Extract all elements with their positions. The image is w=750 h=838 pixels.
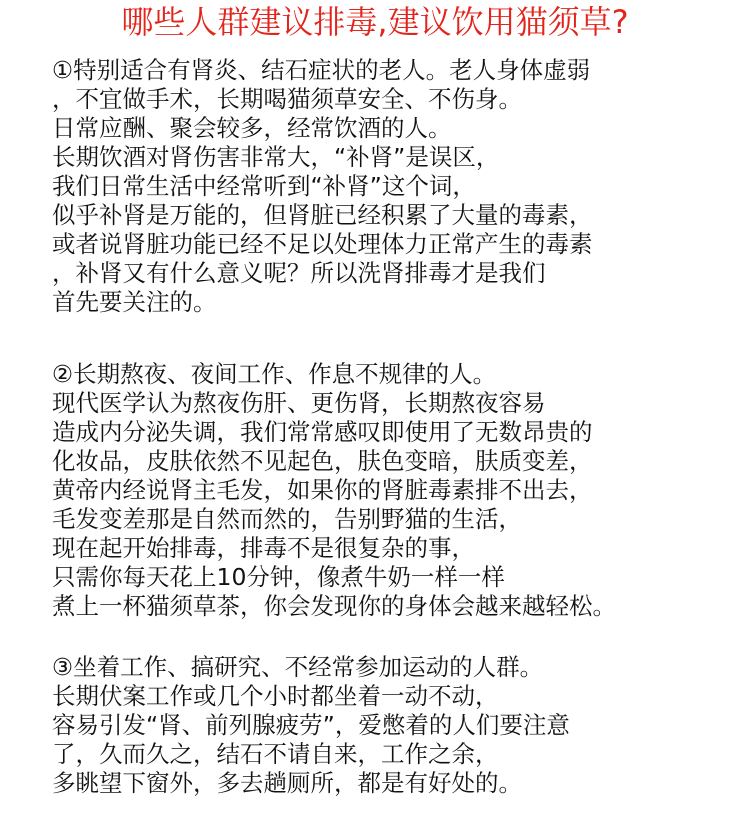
section-1-line: 或者说肾脏功能已经不足以处理体力正常产生的毒素 (52, 230, 593, 258)
section-1-line: ①特别适合有肾炎、结石症状的老人。老人身体虚弱 (52, 56, 591, 84)
section-2-line: 黄帝内经说肾主毛发，如果你的肾脏毒素排不出去， (52, 476, 593, 504)
section-2 (52, 360, 732, 621)
section-1-line: 似乎补肾是万能的，但肾脏已经积累了大量的毒素， (52, 201, 593, 229)
section-2-line: 现在起开始排毒，排毒不是很复杂的事， (52, 534, 475, 562)
section-2-line: 现代医学认为熬夜伤肝、更伤肾，长期熬夜容易 (52, 389, 546, 417)
section-2-line: 煮上一杯猫须草茶，你会发现你的身体会越来越轻松。 (52, 592, 616, 620)
section-1-line: 日常应酬、聚会较多，经常饮酒的人。 (52, 114, 452, 142)
section-1 (52, 56, 732, 317)
section-1-line: 我们日常生活中经常听到“补肾”这个词， (52, 172, 476, 200)
section-3 (52, 653, 732, 798)
section-3-line: 长期伏案工作或几个小时都坐着一动不动， (52, 682, 499, 710)
section-2-line: 造成内分泌失调，我们常常感叹即使用了无数昂贵的 (52, 418, 593, 446)
section-3-line: 了，久而久之，结石不请自来，工作之余， (52, 740, 499, 768)
section-2-line: ②长期熬夜、夜间工作、作息不规律的人。 (52, 360, 497, 388)
page-title: 哪些人群建议排毒,建议饮用猫须草? (121, 3, 629, 41)
section-1-line: ，不宜做手术，长期喝猫须草安全、不伤身。 (52, 85, 522, 113)
section-3-line: ③坐着工作、搞研究、不经常参加运动的人群。 (52, 653, 544, 681)
section-1-line: 首先要关注的。 (52, 288, 217, 316)
section-1-line: 长期饮酒对肾伤害非常大，“补肾”是误区， (52, 143, 500, 171)
section-3-line: 多眺望下窗外，多去趟厕所，都是有好处的。 (52, 769, 522, 797)
section-2-line: 毛发变差那是自然而然的，告别野猫的生活， (52, 505, 522, 533)
section-2-line: 化妆品，皮肤依然不见起色，肤色变暗，肤质变差， (52, 447, 593, 475)
section-1-line: ，补肾又有什么意义呢？所以洗肾排毒才是我们 (52, 259, 546, 287)
section-3-line: 容易引发“肾、前列腺疲劳”，爱憋着的人们要注意 (52, 711, 570, 739)
section-2-line: 只需你每天花上10分钟，像煮牛奶一样一样 (52, 563, 505, 591)
